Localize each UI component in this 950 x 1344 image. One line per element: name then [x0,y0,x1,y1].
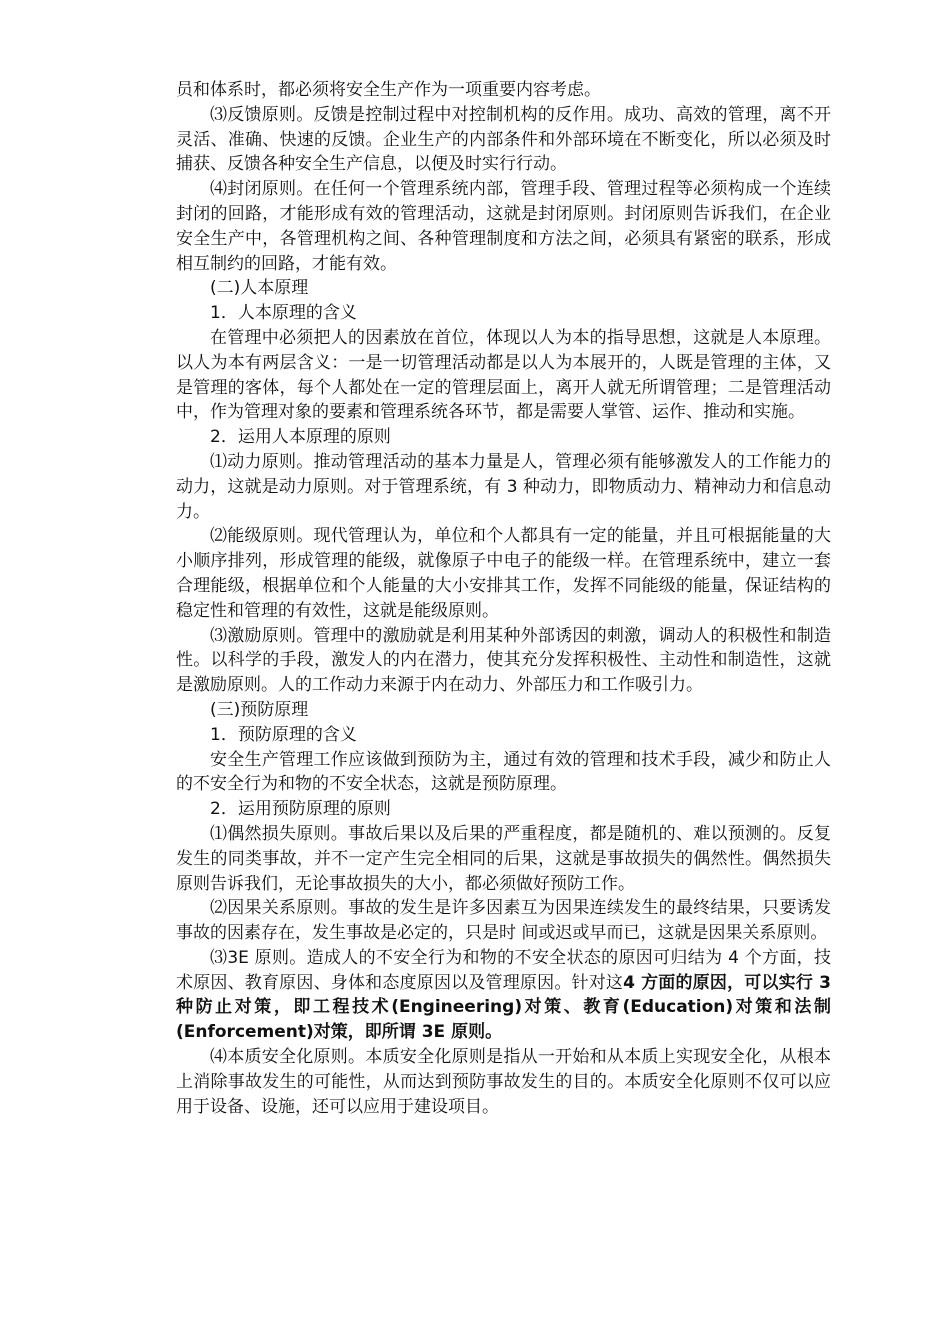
document-page [176,78,831,1119]
paragraph-text: ⑴偶然损失原则。事故后果以及后果的严重程度，都是随机的、难以预测的。反复发生的同类事故，并不一定产生完全相同的后果，这就是事故损失的偶然性。偶然损失原则告诉我们，无论事故损失的大小，都必须做好预防工作。 [176,823,831,894]
paragraph-closure-principle [176,177,831,276]
subheading-prevention-application [176,797,831,822]
paragraph-text: 员和体系时，都必须将安全生产作为一项重要内容考虑。 [176,80,601,100]
paragraph-text: ⑵能级原则。现代管理认为，单位和个人都具有一定的能量，并且可根据能量的大小顺序排列，形成管理的能级，就像原子中电子的能级一样。在管理系统中，建立一套合理能级，根据单位和个人能量的大小安排其工作，发挥不同能级的能量，保证结构的稳定性和管理的有效性，这就是能级原则。 [176,526,831,621]
paragraph-3e-principle [176,946,831,1045]
paragraph-text: ⑴动力原则。推动管理活动的基本力量是人，管理必须有能够激发人的工作能力的动力，这就是动力原则。对于管理系统，有 3 种动力，即物质动力、精神动力和信息动力。 [176,451,831,522]
paragraph-text: ⑶激励原则。管理中的激励就是利用某种外部诱因的刺激，调动人的积极性和制造性。以科学的手段，激发人的内在潜力，使其充分发挥积极性、主动性和制造性，这就是激励原则。人的工作动力来源于内在动力、外部压力和工作吸引力。 [176,625,831,696]
paragraph-text: ⑷封闭原则。在任何一个管理系统内部，管理手段、管理过程等必须构成一个连续封闭的回路，才能形成有效的管理活动，这就是封闭原则。封闭原则告诉我们，在企业安全生产中，各管理机构之间、各种管理制度和方法之间，必须具有紧密的联系，形成相互制约的回路，才能有效。 [176,179,831,274]
subheading-humanism-application [176,425,831,450]
section-heading-prevention [176,698,831,723]
paragraph-text: ⑶3E 原则。造成人的不安全行为和物的不安全状态的原因可归结为 4 个方面，技术原因、教育原因、身体和态度原因以及管理原因。针对这 [176,947,831,993]
paragraph-feedback-principle [176,103,831,177]
heading-text: 2．运用人本原理的原则 [210,427,391,448]
subheading-humanism-meaning [176,301,831,326]
paragraph-text: ⑵因果关系原则。事故的发生是许多因素互为因果连续发生的最终结果，只要诱发事故的因素存在，发生事故是必定的，只是时 间或迟或早而已，这就是因果关系原则。 [176,898,831,944]
paragraph-accidental-loss-principle [176,822,831,896]
paragraph-humanism-meaning [176,326,831,425]
paragraph-0 [176,78,831,103]
heading-text: 2．运用预防原理的原则 [210,799,391,820]
paragraph-text: 在管理中必须把人的因素放在首位，体现以人为本的指导思想，这就是人本原理。以人为本有两层含义：一是一切管理活动都是以人为本展开的，人既是管理的主体，又是管理的客体，每个人都处在一定的管理层面上，离开人就无所谓管理；二是管理活动中，作为管理对象的要素和管理系统各环节，都是需要人掌管、运作、推动和实施。 [176,327,831,423]
paragraph-text: ⑷本质安全化原则。本质安全化原则是指从一开始和从本质上实现安全化，从根本上消除事故发生的可能性，从而达到预防事故发生的目的。本质安全化原则不仅可以应用于设备、设施，还可以应用于建设项目。 [176,1047,831,1117]
subheading-prevention-meaning [176,723,831,748]
heading-text: 1．人本原理的含义 [210,303,357,324]
paragraph-text-bold: 4 方面的原因，可以实行 3 种防止对策，即工程技术(Engineering)对策、教育(Education)对策和法制(Enforcement)对策，即所谓 3E 原则。 [176,972,832,1043]
paragraph-energy-level-principle [176,524,831,623]
paragraph-incentive-principle [176,624,831,698]
heading-text: (二)人本原理 [210,278,309,299]
section-heading-humanism [176,276,831,301]
heading-text: (三)预防原理 [210,699,309,720]
paragraph-causality-principle [176,896,831,946]
paragraph-motivation-principle [176,450,831,524]
paragraph-prevention-meaning [176,748,831,798]
paragraph-intrinsic-safety-principle [176,1045,831,1119]
heading-text: 1．预防原理的含义 [210,724,357,745]
paragraph-text: ⑶反馈原则。反馈是控制过程中对控制机构的反作用。成功、高效的管理，离不开灵活、准确、快速的反馈。企业生产的内部条件和外部环境在不断变化，所以必须及时捕获、反馈各种安全生产信息，以便及时实行行动。 [176,104,831,175]
paragraph-text: 安全生产管理工作应该做到预防为主，通过有效的管理和技术手段，减少和防止人的不安全行为和物的不安全状态，这就是预防原理。 [176,749,831,795]
